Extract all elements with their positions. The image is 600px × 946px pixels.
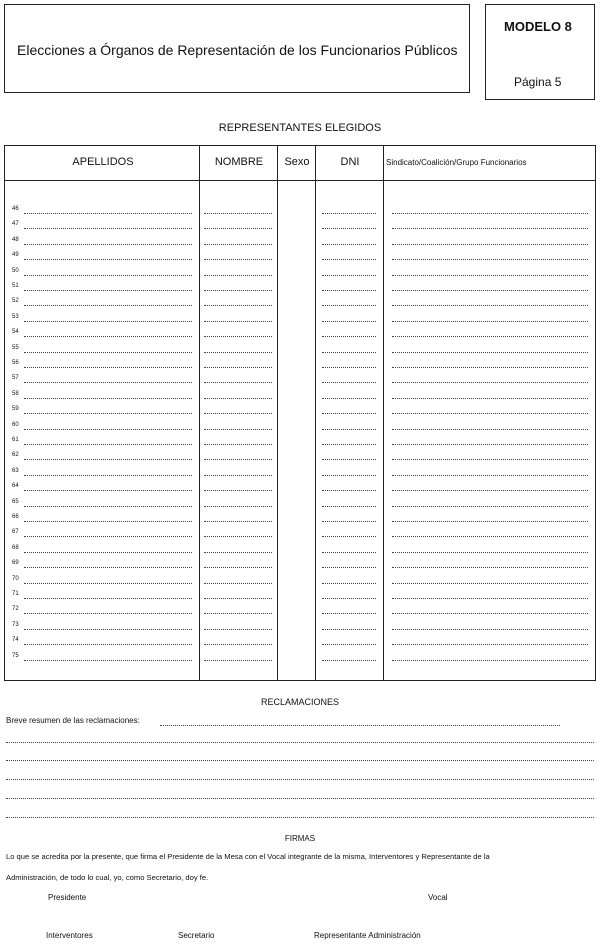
firmas-title: FIRMAS bbox=[284, 834, 316, 843]
apellidos-field[interactable] bbox=[24, 583, 192, 584]
nombre-field[interactable] bbox=[204, 213, 272, 214]
col-sindicato: Sindicato/Coalición/Grupo Funcionarios bbox=[386, 158, 527, 167]
row-number: 58 bbox=[12, 390, 19, 397]
sindicato-field[interactable] bbox=[392, 567, 588, 568]
sindicato-field[interactable] bbox=[392, 536, 588, 537]
apellidos-field[interactable] bbox=[24, 459, 192, 460]
apellidos-field[interactable] bbox=[24, 259, 192, 260]
nombre-field[interactable] bbox=[204, 629, 272, 630]
dni-field[interactable] bbox=[322, 521, 376, 522]
apellidos-field[interactable] bbox=[24, 629, 192, 630]
apellidos-field[interactable] bbox=[24, 506, 192, 507]
row-number: 56 bbox=[12, 360, 19, 366]
sindicato-field[interactable] bbox=[392, 336, 588, 337]
dni-field[interactable] bbox=[322, 382, 376, 383]
sindicato-field[interactable] bbox=[392, 444, 588, 445]
page-number: Página 5 bbox=[514, 75, 562, 89]
apellidos-field[interactable] bbox=[24, 613, 192, 614]
sindicato-field[interactable] bbox=[392, 552, 588, 553]
sindicato-field[interactable] bbox=[392, 413, 588, 414]
row-number: 69 bbox=[12, 560, 19, 567]
nombre-field[interactable] bbox=[204, 244, 272, 245]
row-number: 74 bbox=[12, 637, 19, 644]
sindicato-field[interactable] bbox=[392, 275, 588, 276]
reclamaciones-line[interactable] bbox=[6, 742, 594, 743]
dni-field[interactable] bbox=[322, 259, 376, 260]
sindicato-field[interactable] bbox=[392, 475, 588, 476]
nombre-field[interactable] bbox=[204, 536, 272, 537]
nombre-field[interactable] bbox=[204, 490, 272, 491]
dni-field[interactable] bbox=[322, 413, 376, 414]
sindicato-field[interactable] bbox=[392, 382, 588, 383]
dni-field[interactable] bbox=[322, 506, 376, 507]
apellidos-field[interactable] bbox=[24, 536, 192, 537]
apellidos-field[interactable] bbox=[24, 444, 192, 445]
dni-field[interactable] bbox=[322, 598, 376, 599]
firmas-text-line2: Administración, de todo lo cual, yo, como Secretario, doy fe. bbox=[6, 873, 209, 882]
dni-field[interactable] bbox=[322, 244, 376, 245]
row-number: 59 bbox=[12, 406, 19, 413]
apellidos-field[interactable] bbox=[24, 490, 192, 491]
dni-field[interactable] bbox=[322, 290, 376, 291]
nombre-field[interactable] bbox=[204, 459, 272, 460]
column-divider bbox=[277, 146, 278, 680]
apellidos-field[interactable] bbox=[24, 367, 192, 368]
nombre-field[interactable] bbox=[204, 367, 272, 368]
nombre-field[interactable] bbox=[204, 321, 272, 322]
row-number: 52 bbox=[12, 298, 19, 305]
nombre-field[interactable] bbox=[204, 398, 272, 399]
dni-field[interactable] bbox=[322, 275, 376, 276]
row-number: 60 bbox=[12, 421, 19, 428]
apellidos-field[interactable] bbox=[24, 336, 192, 337]
nombre-field[interactable] bbox=[204, 413, 272, 414]
col-dni: DNI bbox=[340, 156, 360, 168]
reclamaciones-line[interactable] bbox=[6, 798, 594, 799]
row-number: 63 bbox=[12, 467, 19, 474]
nombre-field[interactable] bbox=[204, 567, 272, 568]
row-number: 67 bbox=[12, 529, 19, 536]
dni-field[interactable] bbox=[322, 429, 376, 430]
apellidos-field[interactable] bbox=[24, 660, 192, 661]
dni-field[interactable] bbox=[322, 321, 376, 322]
signature-vocal: Vocal bbox=[428, 893, 448, 902]
apellidos-field[interactable] bbox=[24, 228, 192, 229]
nombre-field[interactable] bbox=[204, 598, 272, 599]
sindicato-field[interactable] bbox=[392, 506, 588, 507]
reclamaciones-line[interactable] bbox=[6, 817, 594, 818]
row-number: 51 bbox=[12, 283, 19, 289]
signature-secretario: Secretario bbox=[178, 931, 215, 940]
apellidos-field[interactable] bbox=[24, 598, 192, 599]
sindicato-field[interactable] bbox=[392, 367, 588, 368]
row-number: 70 bbox=[12, 575, 19, 582]
nombre-field[interactable] bbox=[204, 613, 272, 614]
reclamaciones-label: Breve resumen de las reclamaciones: bbox=[6, 716, 140, 725]
dni-field[interactable] bbox=[322, 613, 376, 614]
title-box bbox=[4, 4, 470, 93]
apellidos-field[interactable] bbox=[24, 321, 192, 322]
sindicato-field[interactable] bbox=[392, 583, 588, 584]
reclamaciones-title: RECLAMACIONES bbox=[260, 697, 340, 707]
row-number: 66 bbox=[12, 514, 19, 520]
sindicato-field[interactable] bbox=[392, 290, 588, 291]
dni-field[interactable] bbox=[322, 536, 376, 537]
row-number: 61 bbox=[12, 437, 19, 443]
row-number: 50 bbox=[12, 267, 19, 274]
sindicato-field[interactable] bbox=[392, 213, 588, 214]
row-number: 57 bbox=[12, 375, 19, 382]
dni-field[interactable] bbox=[322, 352, 376, 353]
col-nombre: NOMBRE bbox=[214, 156, 264, 168]
section-title: REPRESENTANTES ELEGIDOS bbox=[218, 122, 382, 134]
apellidos-field[interactable] bbox=[24, 275, 192, 276]
column-divider bbox=[315, 146, 316, 680]
apellidos-field[interactable] bbox=[24, 352, 192, 353]
row-number: 65 bbox=[12, 498, 19, 505]
table-header-divider bbox=[5, 180, 595, 181]
apellidos-field[interactable] bbox=[24, 305, 192, 306]
reclamaciones-line bbox=[160, 725, 560, 726]
sindicato-field[interactable] bbox=[392, 259, 588, 260]
sindicato-field[interactable] bbox=[392, 459, 588, 460]
dni-field[interactable] bbox=[322, 228, 376, 229]
nombre-field[interactable] bbox=[204, 305, 272, 306]
nombre-field[interactable] bbox=[204, 275, 272, 276]
sindicato-field[interactable] bbox=[392, 398, 588, 399]
row-number: 72 bbox=[12, 606, 19, 613]
nombre-field[interactable] bbox=[204, 644, 272, 645]
document-title: Elecciones a Órganos de Representación de los Funcionarios Públicos bbox=[17, 42, 458, 58]
dni-field[interactable] bbox=[322, 552, 376, 553]
nombre-field[interactable] bbox=[204, 336, 272, 337]
sindicato-field[interactable] bbox=[392, 244, 588, 245]
sindicato-field[interactable] bbox=[392, 629, 588, 630]
nombre-field[interactable] bbox=[204, 228, 272, 229]
model-label: MODELO 8 bbox=[504, 19, 572, 34]
sindicato-field[interactable] bbox=[392, 598, 588, 599]
sindicato-field[interactable] bbox=[392, 644, 588, 645]
dni-field[interactable] bbox=[322, 367, 376, 368]
apellidos-field[interactable] bbox=[24, 413, 192, 414]
apellidos-field[interactable] bbox=[24, 644, 192, 645]
dni-field[interactable] bbox=[322, 444, 376, 445]
nombre-field[interactable] bbox=[204, 583, 272, 584]
model-box bbox=[485, 4, 595, 100]
row-number: 53 bbox=[12, 313, 19, 320]
sindicato-field[interactable] bbox=[392, 321, 588, 322]
row-number: 47 bbox=[12, 221, 19, 228]
dni-field[interactable] bbox=[322, 644, 376, 645]
sindicato-field[interactable] bbox=[392, 352, 588, 353]
apellidos-field[interactable] bbox=[24, 567, 192, 568]
row-number: 75 bbox=[12, 652, 19, 659]
row-number: 64 bbox=[12, 483, 19, 490]
signature-interventores: Interventores bbox=[46, 931, 93, 940]
nombre-field[interactable] bbox=[204, 660, 272, 661]
row-number: 54 bbox=[12, 329, 19, 336]
apellidos-field[interactable] bbox=[24, 382, 192, 383]
reclamaciones-line[interactable] bbox=[6, 779, 594, 780]
apellidos-field[interactable] bbox=[24, 398, 192, 399]
dni-field[interactable] bbox=[322, 459, 376, 460]
dni-field[interactable] bbox=[322, 336, 376, 337]
reclamaciones-line[interactable] bbox=[6, 760, 594, 761]
row-number: 55 bbox=[12, 344, 19, 351]
nombre-field[interactable] bbox=[204, 475, 272, 476]
apellidos-field[interactable] bbox=[24, 429, 192, 430]
col-apellidos: APELLIDOS bbox=[72, 156, 134, 168]
nombre-field[interactable] bbox=[204, 352, 272, 353]
dni-field[interactable] bbox=[322, 398, 376, 399]
apellidos-field[interactable] bbox=[24, 552, 192, 553]
apellidos-field[interactable] bbox=[24, 244, 192, 245]
sindicato-field[interactable] bbox=[392, 660, 588, 661]
sindicato-field[interactable] bbox=[392, 490, 588, 491]
dni-field[interactable] bbox=[322, 629, 376, 630]
row-number: 62 bbox=[12, 452, 19, 459]
firmas-text-line1: Lo que se acredita por la presente, que firma el Presidente de la Mesa con el Vocal integrante de la misma, Interventores y Representante de la bbox=[6, 852, 490, 861]
apellidos-field[interactable] bbox=[24, 290, 192, 291]
nombre-field[interactable] bbox=[204, 259, 272, 260]
row-number: 68 bbox=[12, 544, 19, 551]
sindicato-field[interactable] bbox=[392, 305, 588, 306]
sindicato-field[interactable] bbox=[392, 521, 588, 522]
sindicato-field[interactable] bbox=[392, 228, 588, 229]
dni-field[interactable] bbox=[322, 475, 376, 476]
apellidos-field[interactable] bbox=[24, 213, 192, 214]
dni-field[interactable] bbox=[322, 305, 376, 306]
column-divider bbox=[383, 146, 384, 680]
nombre-field[interactable] bbox=[204, 444, 272, 445]
dni-field[interactable] bbox=[322, 567, 376, 568]
dni-field[interactable] bbox=[322, 490, 376, 491]
apellidos-field[interactable] bbox=[24, 475, 192, 476]
nombre-field[interactable] bbox=[204, 290, 272, 291]
row-number: 48 bbox=[12, 236, 19, 243]
nombre-field[interactable] bbox=[204, 382, 272, 383]
row-number: 73 bbox=[12, 621, 19, 628]
column-divider bbox=[199, 146, 200, 680]
signature-representante: Representante Administración bbox=[314, 931, 421, 940]
dni-field[interactable] bbox=[322, 660, 376, 661]
signature-presidente: Presidente bbox=[48, 893, 87, 902]
dni-field[interactable] bbox=[322, 213, 376, 214]
sindicato-field[interactable] bbox=[392, 429, 588, 430]
col-sexo: Sexo bbox=[284, 156, 310, 168]
nombre-field[interactable] bbox=[204, 429, 272, 430]
sindicato-field[interactable] bbox=[392, 613, 588, 614]
dni-field[interactable] bbox=[322, 583, 376, 584]
nombre-field[interactable] bbox=[204, 552, 272, 553]
nombre-field[interactable] bbox=[204, 521, 272, 522]
row-number: 46 bbox=[12, 206, 19, 212]
nombre-field[interactable] bbox=[204, 506, 272, 507]
apellidos-field[interactable] bbox=[24, 521, 192, 522]
row-number: 71 bbox=[12, 591, 19, 597]
row-number: 49 bbox=[12, 252, 19, 259]
